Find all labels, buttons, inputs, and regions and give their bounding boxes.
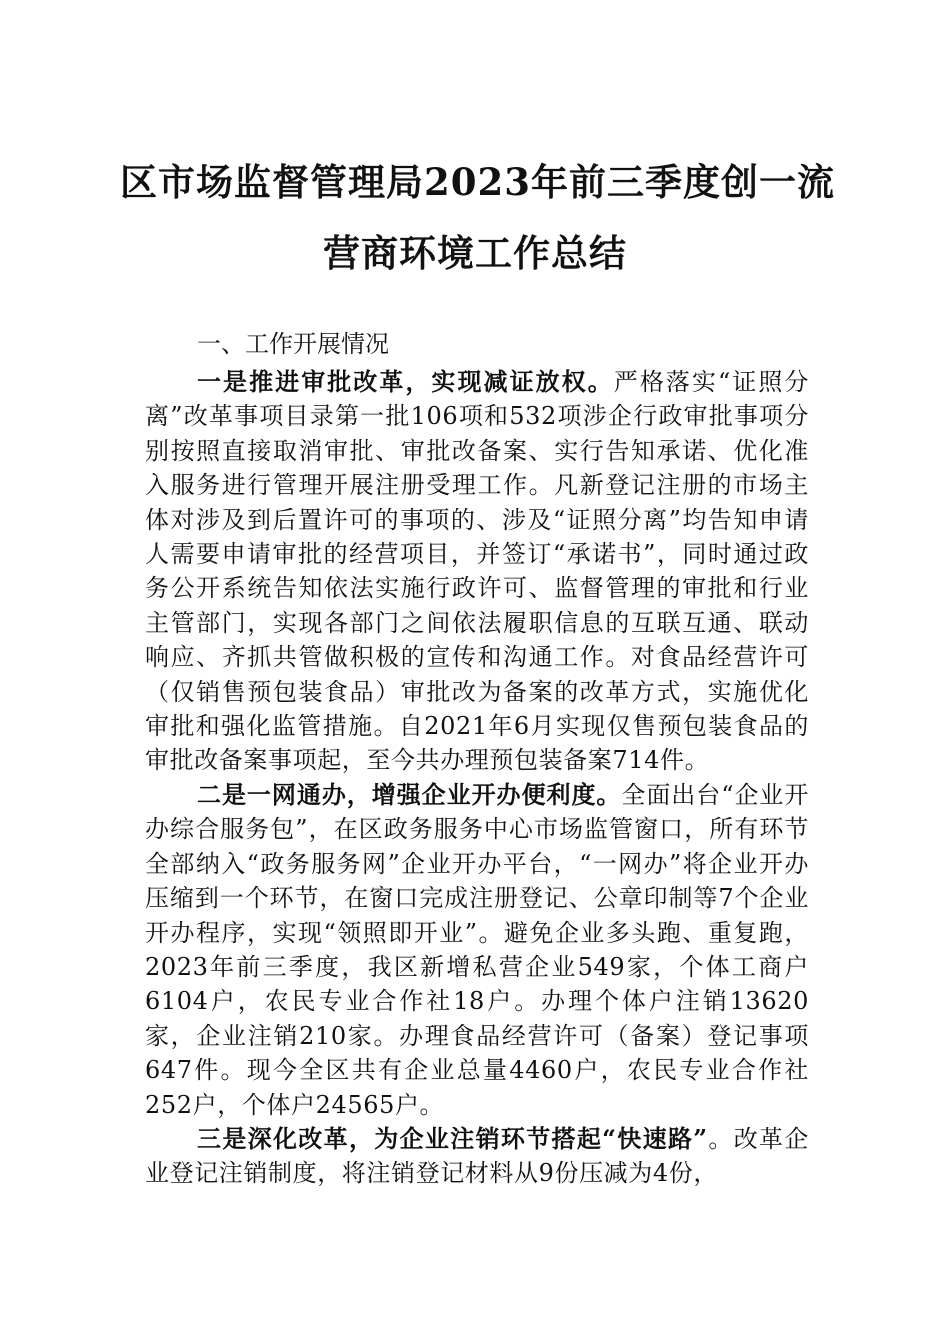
paragraph-3 xyxy=(145,1122,809,1191)
paragraph-lead: 三是深化改革，为企业注销环节搭起“快速路” xyxy=(197,1123,708,1153)
paragraph-1 xyxy=(145,365,809,778)
paragraph-text: 。改革企业登记注销制度，将注销登记材料从9份压减为4份， xyxy=(145,1124,809,1188)
document-body xyxy=(145,365,809,1191)
paragraph-lead: 一是推进审批改革，实现减证放权。 xyxy=(197,367,614,396)
paragraph-2 xyxy=(145,778,809,1122)
document-title-line-1: 区市场监督管理局2023年前三季度创一流 xyxy=(120,160,835,204)
paragraph-text: 严格落实“证照分离”改革事项目录第一批106项和532项涉企行政审批事项分别按照直接取消审批、审批改备案、实行告知承诺、优化准入服务进行管理开展注册受理工作。凡新登记注册的市场主体对涉及到后置许可的事项的、涉及“证照分离”均告知申请人需要申请审批的经营项目，并签订“承诺书”，同时通过政务公开系统告知依法实施行政许可、监督管理的审批和行业主管部门，实现各部门之间依法履职信息的互联互通、联动响应、齐抓共管做积极的宣传和沟通工作。对食品经营许可（仅销售预包装食品）审批改为备案的改革方式，实施优化审批和强化监管措施。自2021年6月实现仅售预包装食品的审批改备案事项起，至今共办理预包装备案714件。 xyxy=(145,368,809,775)
paragraph-text: 全面出台“企业开办综合服务包”，在区政务服务中心市场监管窗口，所有环节全部纳入“政务服务网”企业开办平台，“一网办”将企业开办压缩到一个环节，在窗口完成注册登记、公章印制等7个企业开办程序，实现“领照即开业”。避免企业多头跑、重复跑，2023年前三季度，我区新增私营企业549家，个体工商户6104户，农民专业合作社18户。办理个体户注销13620家，企业注销210家。办理食品经营许可（备案）登记事项647件。现今全区共有企业总量4460户，农民专业合作社252户，个体户24565户。 xyxy=(145,780,809,1119)
document-title-line-2: 营商环境工作总结 xyxy=(323,231,627,275)
section-heading: 一、工作开展情况 xyxy=(197,330,389,358)
paragraph-lead: 二是一网通办，增强企业开办便利度。 xyxy=(197,779,622,809)
